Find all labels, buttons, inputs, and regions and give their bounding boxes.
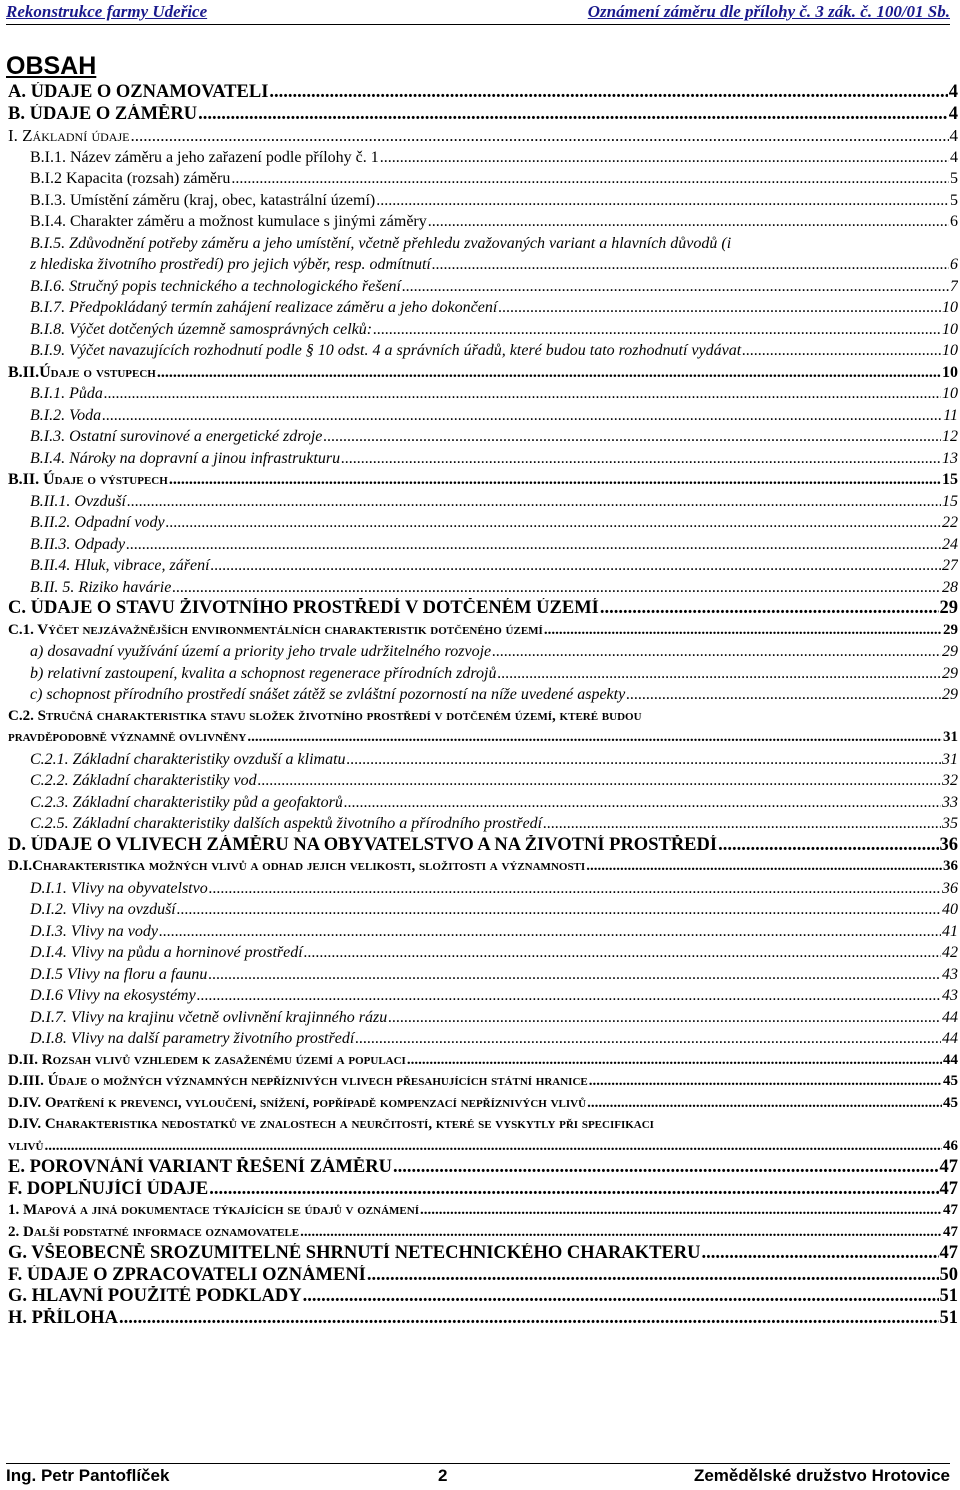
toc-page-number: 47 <box>943 1202 958 1218</box>
toc-leader-dots <box>104 383 941 405</box>
toc-page-number: 29 <box>942 664 958 682</box>
toc-entry-title: D.I.3. Vlivy na vody <box>30 922 158 940</box>
toc-page-number: 31 <box>942 750 958 768</box>
toc-entry[interactable] <box>8 405 958 427</box>
footer-organization: Zemědělské družstvo Hrotovice <box>693 1466 950 1485</box>
toc-page-number: 4 <box>950 148 958 166</box>
toc-page-number: 4 <box>948 103 958 124</box>
toc-entry-title: D.I.1. Vlivy na obyvatelstvo <box>30 879 208 897</box>
toc-leader-dots <box>393 1157 939 1179</box>
toc-page-number: 41 <box>942 922 958 940</box>
toc-page-number: 47 <box>939 1178 958 1199</box>
toc-leader-dots <box>119 1308 939 1330</box>
toc-entry[interactable] <box>8 727 958 749</box>
toc-page-number: 4 <box>948 82 958 102</box>
toc-entry[interactable] <box>8 1179 958 1201</box>
toc-entry[interactable] <box>8 813 958 835</box>
toc-entry-title: B.II.4. Hluk, vibrace, záření <box>30 557 210 574</box>
toc-entry-title: 2. Další podstatné informace oznamovatele <box>8 1223 300 1240</box>
toc-entry-title: C.2.1. Základní charakteristiky ovzduší a klimatu <box>30 750 346 768</box>
toc-page-number: 43 <box>942 965 958 983</box>
toc-entry[interactable] <box>8 319 958 341</box>
toc-page-number: 42 <box>942 944 958 961</box>
toc-entry-title: B.I.2 Kapacita (rozsah) záměru <box>30 170 231 187</box>
toc-entry[interactable] <box>8 1028 958 1050</box>
toc-leader-dots <box>589 1071 942 1093</box>
toc-leader-dots <box>172 577 941 599</box>
toc-leader-dots <box>341 448 941 470</box>
toc-page-number: 15 <box>942 471 958 488</box>
toc-page-number: 10 <box>942 320 958 338</box>
toc-entry-title: a) dosavadní využívání území a priority jeho trvale udržitelného rozvoje <box>30 643 492 660</box>
toc-entry[interactable] <box>8 362 958 384</box>
toc-entry[interactable] <box>8 1265 958 1287</box>
toc-page-number: 43 <box>942 987 958 1004</box>
toc-entry[interactable] <box>8 491 958 513</box>
toc-leader-dots <box>702 1243 939 1265</box>
page-footer <box>6 1463 950 1486</box>
toc-page-number: 51 <box>939 1307 958 1328</box>
toc-leader-dots <box>388 1007 941 1029</box>
toc-entry[interactable] <box>8 770 958 792</box>
toc-leader-dots <box>402 276 949 298</box>
toc-entry[interactable] <box>8 1286 958 1308</box>
toc-leader-dots <box>169 469 941 491</box>
toc-entry[interactable] <box>8 985 958 1007</box>
toc-page-number: 29 <box>942 643 958 660</box>
toc-page-number: 47 <box>943 1223 958 1240</box>
toc-leader-dots <box>355 1028 941 1050</box>
toc-page-number: 10 <box>942 385 958 402</box>
toc-leader-dots <box>159 921 941 943</box>
toc-leader-dots <box>600 598 939 620</box>
toc-entry[interactable] <box>8 577 958 599</box>
toc-entry-line[interactable]: B.I.5. Zdůvodnění potřeby záměru a jeho umístění, včetně přehledu zvažovaných variant a hlavních důvodů (i <box>30 234 732 252</box>
toc-entry-title: c) schopnost přírodního prostředí snášet zátěž se zvláštní pozorností na níže uvedené aspekty <box>30 686 626 703</box>
toc-leader-dots <box>497 663 941 685</box>
footer-author: Ing. Petr Pantoflíček <box>6 1466 170 1485</box>
toc-entry[interactable] <box>8 276 958 298</box>
toc-leader-dots <box>498 297 941 319</box>
toc-entry-title: A. ÚDAJE O OZNAMOVATELI <box>8 82 269 102</box>
toc-leader-dots <box>373 319 941 341</box>
toc-page-number: 45 <box>943 1073 958 1089</box>
toc-page-number: 5 <box>950 191 958 209</box>
toc-entry[interactable] <box>8 598 958 620</box>
toc-page-number: 44 <box>942 1008 958 1026</box>
toc-leader-dots <box>323 426 941 448</box>
toc-entry[interactable] <box>8 1308 958 1330</box>
toc-page-number: 13 <box>942 449 958 467</box>
toc-page-number: 46 <box>943 1137 958 1154</box>
toc-page-number: 44 <box>943 1051 958 1068</box>
toc-entry-title: b) relativní zastoupení, kvalita a schopnost regenerace přírodních zdrojů <box>30 664 497 682</box>
toc-entry-title: B.I.7. Předpokládaný termín zahájení realizace záměru a jeho dokončení <box>30 299 498 316</box>
toc-entry-title: G. VŠEOBECNĚ SROZUMITELNÉ SHRNUTÍ NETECHNICKÉHO CHARAKTERU <box>8 1243 701 1263</box>
toc-entry[interactable] <box>8 1222 958 1244</box>
toc-page-number: 33 <box>942 793 958 811</box>
toc-entry-title: D.I.8. Vlivy na další parametry životního prostředí <box>30 1030 355 1047</box>
toc-entry-title: D.IV. Opatření k prevenci, vyloučení, snížení, popřípadě kompenzací nepříznivých vlivů <box>8 1094 587 1111</box>
toc-page-number: 31 <box>943 729 958 745</box>
toc-entry-title: B.I.6. Stručný popis technického a technologického řešení <box>30 277 401 295</box>
toc-page-number: 12 <box>942 428 958 445</box>
toc-leader-dots <box>198 104 948 126</box>
toc-leader-dots <box>44 1136 942 1158</box>
toc-entry-title: B.II. Údaje o výstupech <box>8 471 168 488</box>
toc-entry-title: B.I.1. Název záměru a jeho zařazení podle přílohy č. 1 <box>30 148 379 166</box>
toc-leader-dots <box>492 641 941 663</box>
toc-page-number: 51 <box>939 1286 958 1306</box>
toc-entry[interactable] <box>8 383 958 405</box>
toc-entry-title: B.I.3. Ostatní surovinové a energetické zdroje <box>30 428 323 445</box>
toc-entry[interactable] <box>8 1243 958 1265</box>
toc-entry-title: H. PŘÍLOHA <box>8 1307 118 1328</box>
toc-entry[interactable] <box>8 82 958 104</box>
toc-page-number: 45 <box>943 1094 958 1111</box>
toc-entry-title: B.I.8. Výčet dotčených územně samosprávných celků: <box>30 320 373 338</box>
toc-entry-title: C. ÚDAJE O STAVU ŽIVOTNÍHO PROSTŘEDÍ V DOTČENÉM ÚZEMÍ <box>8 598 599 618</box>
toc-entry[interactable] <box>8 125 958 147</box>
toc-entry[interactable] <box>8 104 958 126</box>
toc-entry-title: E. POROVNÁNÍ VARIANT ŘEŠENÍ ZÁMĚRU <box>8 1157 392 1177</box>
toc-page-number: 47 <box>939 1157 958 1177</box>
toc-page-number: 5 <box>950 170 958 187</box>
toc-entry[interactable] <box>8 147 958 169</box>
toc-leader-dots <box>367 1265 939 1287</box>
toc-leader-dots <box>344 792 941 814</box>
toc-entry[interactable] <box>8 448 958 470</box>
toc-leader-dots <box>102 405 942 427</box>
toc-entry-title: C.2.3. Základní charakteristiky půd a geofaktorů <box>30 793 343 811</box>
toc-entry-title: B.I.3. Umístění záměru (kraj, obec, katastrální území) <box>30 191 376 209</box>
toc-entry-title: D.III. Údaje o možných významných nepříznivých vlivech přesahujících státní hranice <box>8 1073 588 1089</box>
toc-entry-title: I. Základní údaje <box>8 126 130 145</box>
toc-page-number: 36 <box>943 858 958 874</box>
toc-entry-title: F. DOPLŇUJÍCÍ ÚDAJE <box>8 1178 209 1199</box>
toc-page-number: 28 <box>942 578 958 596</box>
toc-entry-title: D.I.4. Vlivy na půdu a horninové prostředí <box>30 944 303 961</box>
toc-leader-dots <box>543 813 941 835</box>
toc-leader-dots <box>304 942 941 964</box>
toc-entry-title: D.I.6 Vlivy na ekosystémy <box>30 987 196 1004</box>
toc-leader-dots <box>432 254 949 276</box>
toc-entry[interactable] <box>8 856 958 878</box>
toc-entry[interactable] <box>8 469 958 491</box>
toc-leader-dots <box>742 340 941 362</box>
toc-entry-title: B.II.3. Odpady <box>30 535 126 553</box>
toc-entry[interactable] <box>8 663 958 685</box>
footer-page-number: 2 <box>438 1466 448 1485</box>
toc-entry[interactable] <box>8 792 958 814</box>
toc-leader-dots <box>209 878 941 900</box>
toc-page-number: 44 <box>942 1030 958 1047</box>
toc-page-number: 29 <box>943 621 958 638</box>
toc-leader-dots <box>347 749 941 771</box>
toc-entry[interactable] <box>8 942 958 964</box>
toc-entry[interactable] <box>8 168 958 190</box>
toc-leader-dots <box>231 168 949 190</box>
toc-leader-dots <box>544 620 942 642</box>
toc-page-number: 27 <box>942 557 958 574</box>
toc-entry-title: B.I.1. Půda <box>30 385 103 402</box>
toc-leader-dots <box>718 835 938 857</box>
toc-entry[interactable] <box>8 1157 958 1179</box>
toc-entry-title: D. ÚDAJE O VLIVECH ZÁMĚRU NA OBYVATELSTVO A NA ŽIVOTNÍ PROSTŘEDÍ <box>8 834 718 855</box>
toc-leader-dots <box>269 82 947 104</box>
toc-entry[interactable] <box>8 254 958 276</box>
toc-page-number: 29 <box>942 686 958 703</box>
toc-entry[interactable] <box>8 835 958 857</box>
toc-entry-title: B. ÚDAJE O ZÁMĚRU <box>8 103 198 124</box>
toc-page-number: 6 <box>950 256 958 273</box>
toc-entry-title: D.II. Rozsah vlivů vzhledem k zasaženému území a populaci <box>8 1051 406 1068</box>
table-of-contents <box>8 82 958 1329</box>
toc-page-number: 47 <box>939 1243 958 1263</box>
toc-leader-dots <box>197 985 941 1007</box>
toc-page-number: 6 <box>950 213 958 230</box>
toc-entry-title: 1. Mapová a jiná dokumentace týkajících se údajů v oznámení <box>8 1202 419 1218</box>
toc-entry[interactable] <box>8 620 958 642</box>
toc-entry-title: B.II.Údaje o vstupech <box>8 363 156 381</box>
toc-entry[interactable] <box>8 878 958 900</box>
toc-entry-title: C.2.5. Základní charakteristiky dalších aspektů životního a přírodního prostředí <box>30 815 543 832</box>
toc-page-number: 22 <box>942 514 958 531</box>
toc-leader-dots <box>587 1093 942 1115</box>
toc-leader-dots <box>166 512 941 534</box>
toc-page-number: 50 <box>939 1264 958 1285</box>
toc-entry[interactable] <box>8 555 958 577</box>
toc-entry-title: vlivů <box>8 1137 44 1154</box>
toc-leader-dots <box>211 555 941 577</box>
toc-entry[interactable] <box>8 190 958 212</box>
toc-entry[interactable] <box>8 1093 958 1115</box>
toc-entry[interactable] <box>8 1050 958 1072</box>
toc-leader-dots <box>380 147 949 169</box>
toc-entry[interactable] <box>8 921 958 943</box>
toc-page-number: 10 <box>942 299 958 316</box>
toc-leader-dots <box>177 899 941 921</box>
toc-entry-title: B.II. 5. Riziko havárie <box>30 578 172 596</box>
toc-page-number: 40 <box>942 901 958 918</box>
toc-entry[interactable] <box>8 1136 958 1158</box>
toc-page-number: 32 <box>942 772 958 789</box>
toc-leader-dots <box>126 534 941 556</box>
toc-entry[interactable] <box>8 426 958 448</box>
toc-entry-title: z hlediska životního prostředí) pro jejich výběr, resp. odmítnutí <box>30 256 431 273</box>
toc-entry-title: D.I.5 Vlivy na floru a faunu <box>30 965 208 983</box>
toc-entry[interactable] <box>8 1071 958 1093</box>
toc-entry[interactable] <box>8 297 958 319</box>
toc-entry-title: B.II.2. Odpadní vody <box>30 514 165 531</box>
toc-entry-title: D.I.Charakteristika možných vlivů a odhad jejich velikosti, složitosti a významnosti <box>8 858 586 874</box>
toc-page-number: 10 <box>942 363 958 381</box>
toc-leader-dots <box>420 1200 942 1222</box>
toc-leader-dots <box>130 125 948 147</box>
toc-page-number: 7 <box>950 277 958 295</box>
toc-entry-title: B.I.4. Charakter záměru a možnost kumulace s jinými záměry <box>30 213 427 230</box>
toc-entry-line[interactable]: C.2. Stručná charakteristika stavu složek životního prostředí v dotčeném území, které budou <box>8 707 642 724</box>
toc-entry[interactable] <box>8 899 958 921</box>
toc-leader-dots <box>428 211 949 233</box>
toc-leader-dots <box>247 727 942 749</box>
toc-leader-dots <box>157 362 941 384</box>
toc-entry[interactable] <box>8 1200 958 1222</box>
toc-entry-title: B.I.2. Voda <box>30 406 102 424</box>
toc-entry-title: C.1. Výčet nejzávažnějších environmentálních charakteristik dotčeného území <box>8 621 543 638</box>
toc-page-number: 15 <box>942 492 958 510</box>
toc-page-number: 36 <box>942 879 958 897</box>
toc-page-number: 10 <box>942 342 958 359</box>
toc-leader-dots <box>209 1179 938 1201</box>
toc-leader-dots <box>127 491 941 513</box>
toc-entry[interactable] <box>8 641 958 663</box>
toc-leader-dots <box>208 964 941 986</box>
toc-leader-dots <box>376 190 949 212</box>
header-project-title[interactable]: Rekonstrukce farmy Udeřice <box>6 2 208 21</box>
toc-page-number: 36 <box>939 834 958 855</box>
toc-leader-dots <box>303 1286 939 1308</box>
toc-leader-dots <box>258 770 941 792</box>
toc-leader-dots <box>407 1050 942 1072</box>
toc-page-number: 29 <box>939 598 958 618</box>
toc-page-number: 35 <box>942 815 958 832</box>
toc-entry[interactable] <box>8 211 958 233</box>
toc-entry-title: B.II.1. Ovzduší <box>30 492 126 510</box>
toc-entry-title: C.2.2. Základní charakteristiky vod <box>30 772 257 789</box>
toc-entry[interactable] <box>8 964 958 986</box>
toc-entry-line[interactable]: D.IV. Charakteristika nedostatků ve znalostech a neurčitostí, které se vyskytly při specifikaci <box>8 1116 654 1132</box>
page-title: OBSAH <box>6 52 97 80</box>
toc-entry[interactable] <box>8 1007 958 1029</box>
toc-page-number: 4 <box>949 126 958 145</box>
toc-page-number: 11 <box>943 406 958 424</box>
header-document-type[interactable]: Oznámení záměru dle přílohy č. 3 zák. č. 100/01 Sb. <box>587 2 950 21</box>
toc-entry[interactable] <box>8 534 958 556</box>
toc-page-number: 24 <box>942 535 958 553</box>
toc-entry-title: B.I.9. Výčet navazujících rozhodnutí podle § 10 odst. 4 a správních úřadů, které budou tato rozhodnutí vydávat <box>30 342 742 359</box>
toc-entry[interactable] <box>8 684 958 706</box>
toc-entry-title: pravděpodobně významně ovlivněny <box>8 729 247 745</box>
toc-leader-dots <box>586 856 942 878</box>
toc-leader-dots <box>300 1222 942 1244</box>
toc-entry-title: G. HLAVNÍ POUŽITÉ PODKLADY <box>8 1286 302 1306</box>
page-header <box>6 2 950 25</box>
toc-entry-title: D.I.2. Vlivy na ovzduší <box>30 901 176 918</box>
toc-entry[interactable] <box>8 512 958 534</box>
toc-entry[interactable] <box>8 340 958 362</box>
toc-entry[interactable] <box>8 749 958 771</box>
toc-entry-title: D.I.7. Vlivy na krajinu včetně ovlivnění krajinného rázu <box>30 1008 388 1026</box>
toc-entry-title: F. ÚDAJE O ZPRACOVATELI OZNÁMENÍ <box>8 1264 366 1285</box>
toc-leader-dots <box>626 684 941 706</box>
toc-entry-title: B.I.4. Nároky na dopravní a jinou infrastrukturu <box>30 449 341 467</box>
